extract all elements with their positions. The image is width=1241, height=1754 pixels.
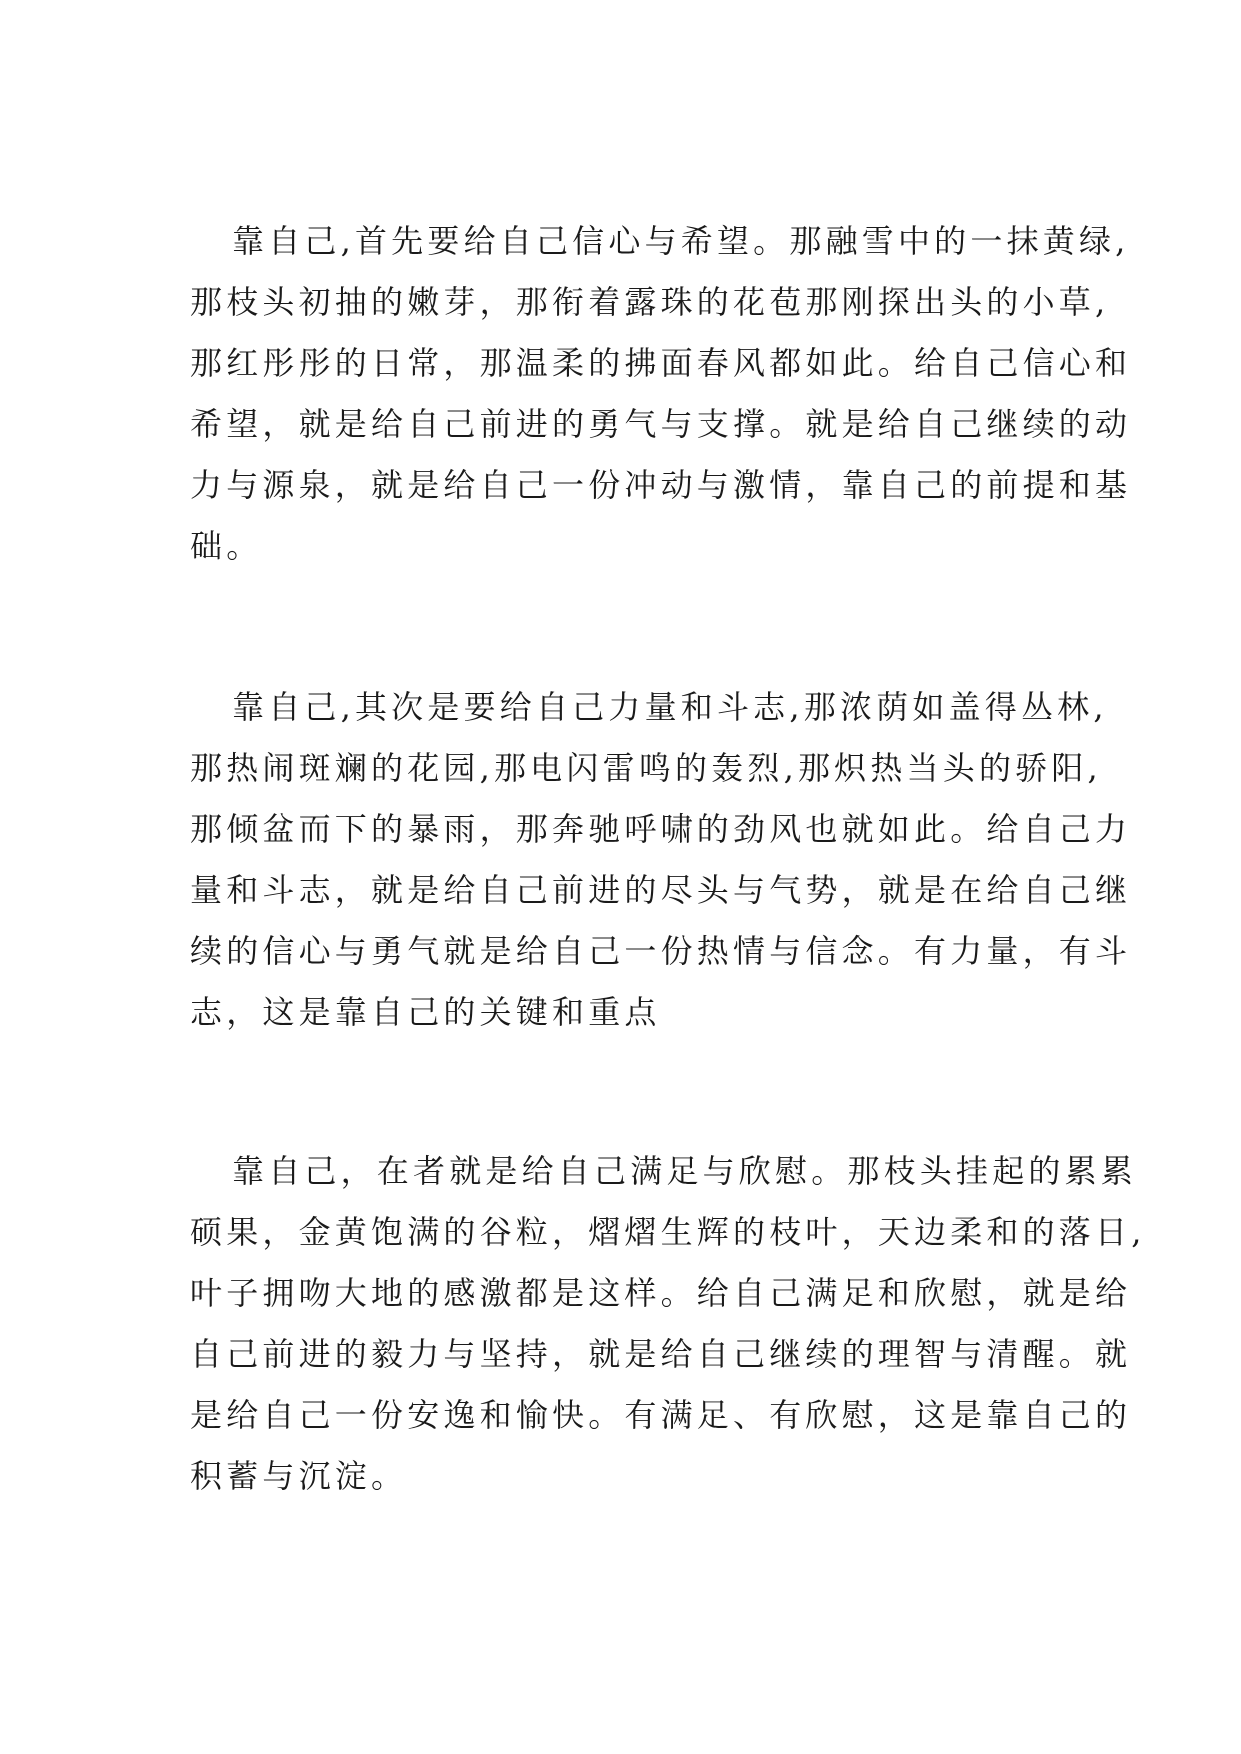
paragraph-line: 靠自己，在者就是给自己满足与欣慰。那枝头挂起的累累 <box>232 1152 1138 1190</box>
paragraph-self-reliance-hope <box>190 211 1132 577</box>
paragraph-self-reliance-satisfaction <box>190 1141 1146 1507</box>
paragraph-line: 力与源泉，就是给自己一份冲动与激情，靠自己的前提和基 <box>190 466 1132 504</box>
paragraph-line: 硕果，金黄饱满的谷粒，熠熠生辉的枝叶，天边柔和的落日, <box>190 1213 1146 1251</box>
paragraph-line: 续的信心与勇气就是给自己一份热情与信念。有力量，有斗 <box>190 932 1132 970</box>
paragraph-line: 是给自己一份安逸和愉快。有满足、有欣慰，这是靠自己的 <box>190 1396 1132 1434</box>
paragraph-line: 靠自己,首先要给自己信心与希望。那融雪中的一抹黄绿, <box>232 222 1130 260</box>
paragraph-line: 自己前进的毅力与坚持，就是给自己继续的理智与清醒。就 <box>190 1335 1132 1373</box>
paragraph-line: 叶子拥吻大地的感激都是这样。给自己满足和欣慰，就是给 <box>190 1274 1132 1312</box>
paragraph-line: 那红彤彤的日常，那温柔的拂面春风都如此。给自己信心和 <box>190 344 1132 382</box>
paragraph-line: 那倾盆而下的暴雨，那奔驰呼啸的劲风也就如此。给自己力 <box>190 810 1132 848</box>
paragraph-line: 量和斗志，就是给自己前进的尽头与气势，就是在给自己继 <box>190 871 1132 909</box>
paragraph-self-reliance-strength <box>190 677 1132 1043</box>
paragraph-line: 那枝头初抽的嫩芽，那衔着露珠的花苞那刚探出头的小草, <box>190 283 1110 321</box>
paragraph-line: 那热闹斑斓的花园,那电闪雷鸣的轰烈,那炽热当头的骄阳, <box>190 749 1102 787</box>
paragraph-line: 积蓄与沉淀。 <box>190 1457 408 1495</box>
paragraph-line: 靠自己,其次是要给自己力量和斗志,那浓荫如盖得丛林, <box>232 688 1108 726</box>
paragraph-line: 志，这是靠自己的关键和重点 <box>190 993 661 1031</box>
paragraph-line: 希望，就是给自己前进的勇气与支撑。就是给自己继续的动 <box>190 405 1132 443</box>
paragraph-line: 础。 <box>190 527 263 565</box>
